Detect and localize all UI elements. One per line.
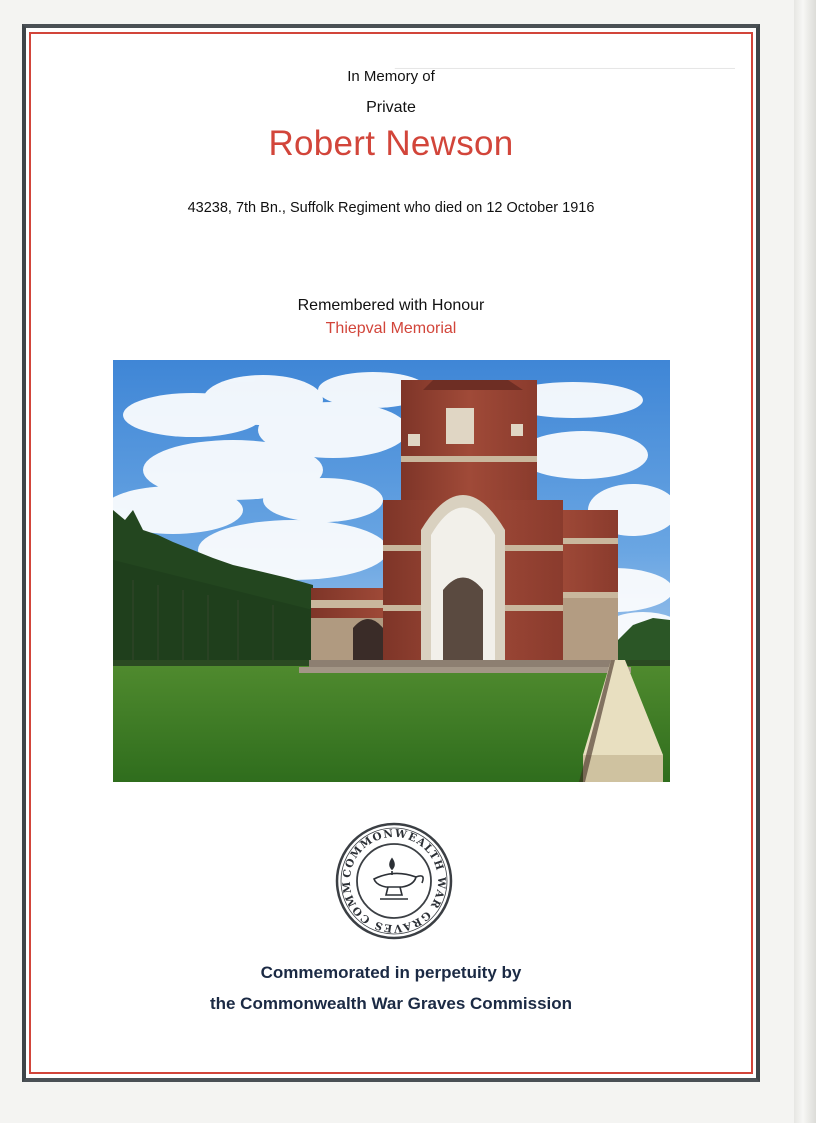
commemorated-line-2: the Commonwealth War Graves Commission — [209, 994, 573, 1013]
remembered-with-honour: Remembered with Honour — [297, 297, 485, 314]
rank-label: Private — [366, 99, 416, 116]
cwgc-emblem — [334, 821, 454, 941]
in-memory-of-heading: In Memory of — [347, 68, 435, 85]
memorial-name: Thiepval Memorial — [325, 320, 457, 337]
emblem-ring-text: COMMONWEALTH WAR GRAVES COMM — [340, 827, 448, 935]
soldier-name: Robert Newson — [268, 124, 514, 163]
commemorated-line-1: Commemorated in perpetuity by — [260, 963, 522, 982]
thiepval-memorial-photo — [113, 360, 670, 782]
show-through-reverse-text: ──────────────────────────────────────── — [394, 61, 735, 75]
service-details: 43238, 7th Bn., Suffolk Regiment who died on 12 October 1916 — [187, 200, 595, 216]
scanner-edge — [794, 0, 816, 1123]
